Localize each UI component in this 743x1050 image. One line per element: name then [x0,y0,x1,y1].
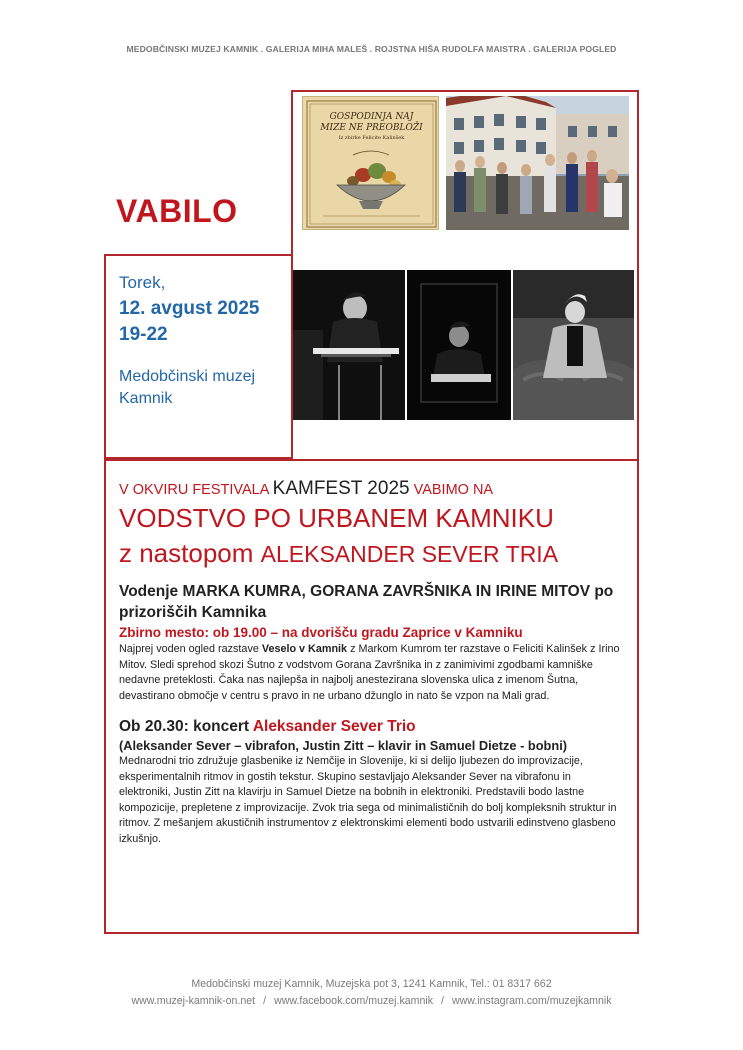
drummer-photo [513,270,634,420]
book-title-line-2: MIZE NE PREOBLOŽI [320,123,423,133]
festival-prefix: V OKVIRU FESTIVALA [119,482,273,498]
drummer-illustration [513,270,634,420]
pianist-photo [293,270,405,420]
tour-description-b: z Markom Kumrom ter razstave o Feliciti Kalinšek z Irino Mitov. Sledi sprehod skozi Šutno z vodstvom Gorana Završnika in z zanimivimi zgodbami kamniške nedavne preteklosti. Čaka nas najlepša in najbolj anestezirana slovenska ulica z imenom Šutna, devastirano območje v centru s pravo in ne urbano džunglo in nato še vzpon na Mali grad. [119,643,620,702]
event-content [119,478,624,847]
concert-band: Aleksander Sever Trio [252,718,416,735]
facebook-link[interactable]: www.facebook.com/muzej.kamnik [274,995,434,1007]
event-date: 12. avgust 2025 [119,298,260,319]
meeting-point: Zbirno mesto: ob 19.00 – na dvorišču gradu Zaprice v Kamniku [119,625,523,640]
instagram-link[interactable]: www.instagram.com/muzejkamnik [451,995,612,1007]
footer-address: Medobčinski muzej Kamnik, Muzejska pot 3, 1241 Kamnik, Tel.: 01 8317 662 [191,978,552,990]
book-cover-illustration [303,97,439,230]
festival-suffix: VABIMO NA [409,482,494,498]
footer-separator: / [441,995,444,1007]
street-tour-illustration [446,96,629,230]
festival-line [119,478,624,501]
footer-separator: / [263,995,267,1007]
event-day: Torek, [119,273,166,292]
concert-lineup: (Aleksander Sever – vibrafon, Justin Zitt – klavir in Samuel Dietze - bobni) [119,738,568,753]
keyboardist-illustration [407,270,511,420]
event-venue [119,366,291,410]
book-subtitle: Iz zbirke Felicite Kalinšek [338,135,405,141]
festival-name: KAMFEST 2025 [272,478,410,499]
headline-performance-prefix: z nastopom [119,538,261,568]
tour-description-a: Najprej voden ogled razstave [119,643,262,655]
website-link[interactable]: www.muzej-kamnik-on.net [131,995,256,1007]
book-title-line-1: GOSPODINJA NAJ [329,112,414,122]
venue-line-2: Kamnik [119,390,173,407]
concert-description: Mednarodni trio združuje glasbenike iz Nemčije in Slovenije, ki si delijo ljubezen do improvizacije, eksperimentalnih ritmov in gostih tekstur. Skupino sestavljajo Aleksander Sever na vibrafonu in elektroniki, Justin Zitt na klavirju in Samuel Dietze na bobnih in elektroniki. Predstavili bodo lastne kompozicije, prepletene z improvizacije. Zvok tria sega od minimalističnih do bolj kompleksnih struktur in ritmov. Z mešanjem akustičnih instrumentov z elektronskimi elementi bodo ustvarili edinstveno glasbeno izkušnjo. [119,755,617,845]
concert-prefix: Ob 20.30: koncert [119,718,253,735]
concert-title [119,716,624,737]
book-cover-image [302,96,439,230]
footer-links [0,995,743,1007]
header-organizations: MEDOBČINSKI MUZEJ KAMNIK . GALERIJA MIHA MALEŠ . ROJSTNA HIŠA RUDOLFA MAISTRA . GALERIJA POGLED [126,44,617,54]
invitation-title: VABILO [116,193,238,229]
headline-performance [119,535,624,572]
headline-band-name: ALEKSANDER SEVER TRIA [260,541,559,567]
keyboardist-photo [407,270,511,420]
pianist-illustration [293,270,405,420]
tour-description [119,642,624,704]
event-time: 19-22 [119,324,168,345]
street-tour-photo [446,96,629,230]
guide-title: Vodenje MARKA KUMRA, GORANA ZAVRŠNIKA IN IRINE MITOV po prizoriščih Kamnika [119,583,614,621]
date-block [119,272,291,410]
headline: VODSTVO PO URBANEM KAMNIKU [119,503,554,533]
venue-line-1: Medobčinski muzej [119,368,256,385]
exhibition-name: Veselo v Kamnik [261,643,348,655]
